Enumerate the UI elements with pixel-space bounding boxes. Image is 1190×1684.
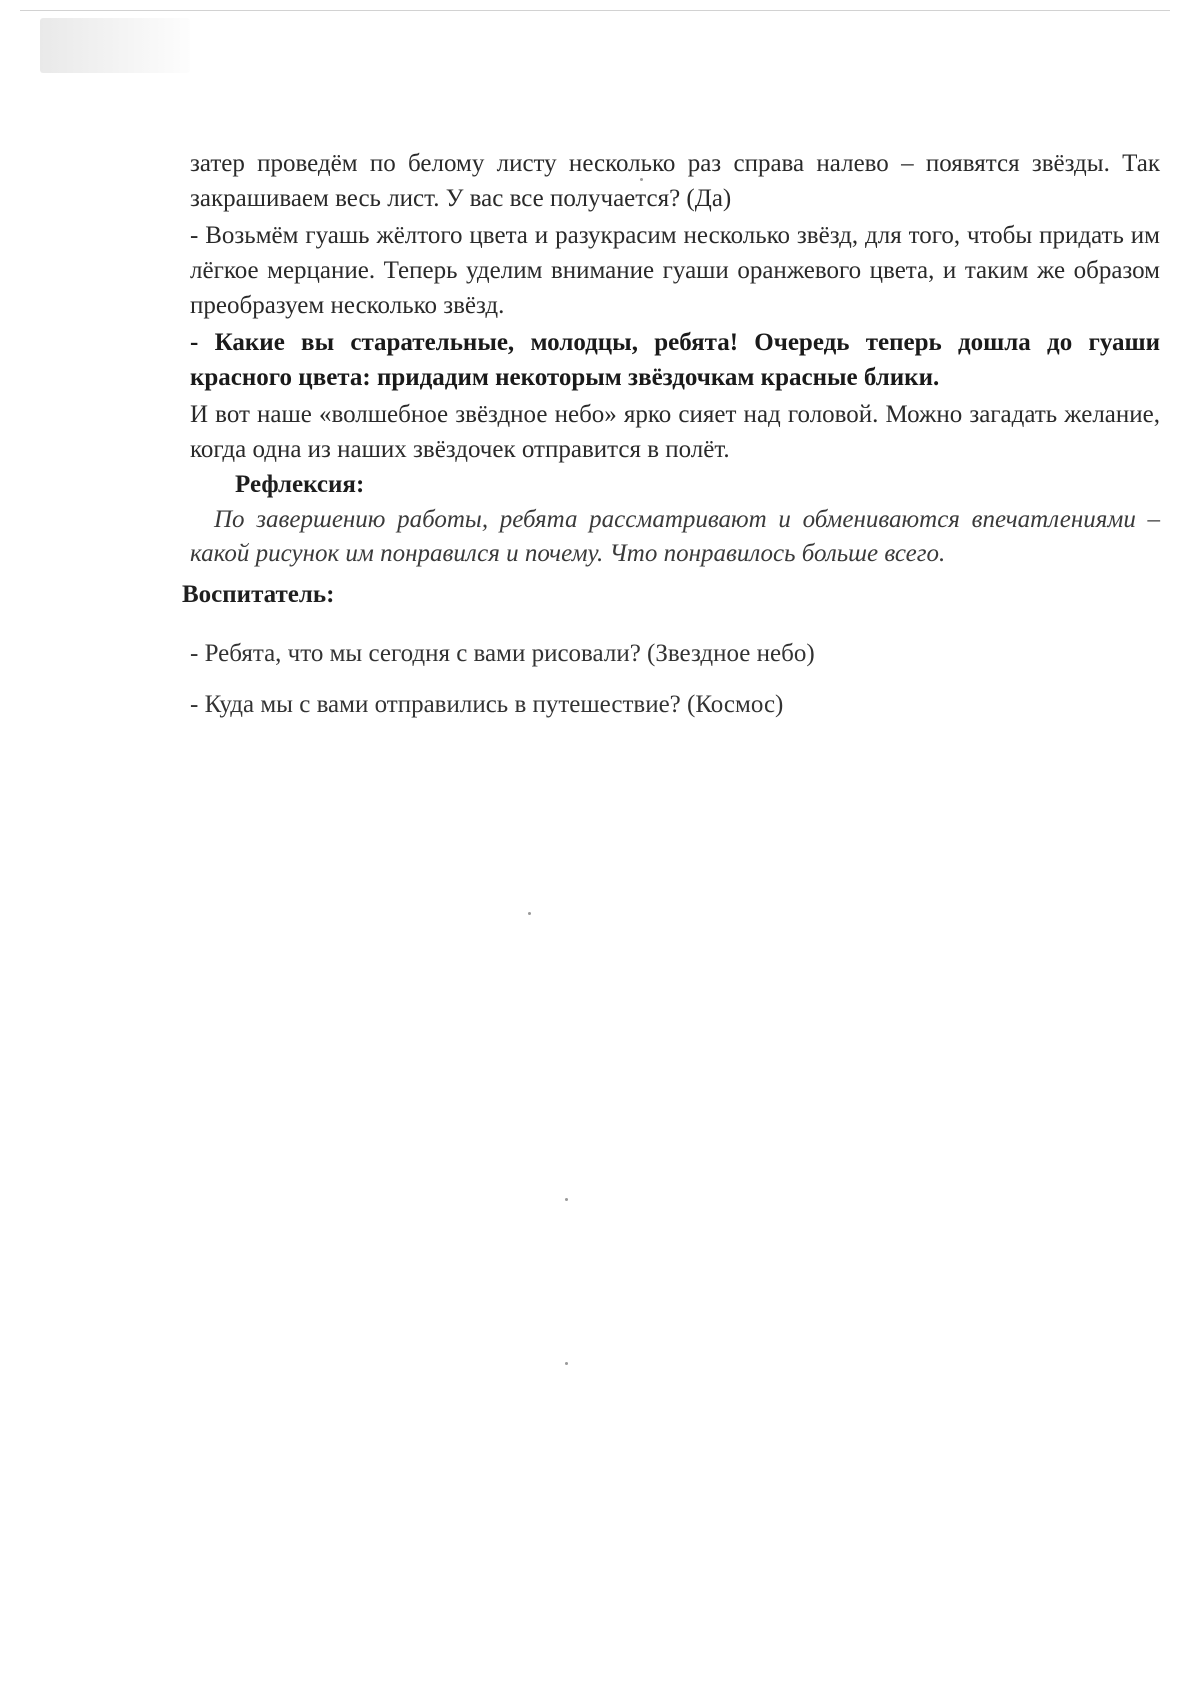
paragraph-stars-drawing: затер проведём по белому листу несколько раз справа налево – появятся звёзды. Так закрашиваем весь лист. У вас все получается? (Да) [190,150,1160,212]
scan-smudge [40,18,190,73]
document-body [182,146,1160,722]
question-item: - Ребята, что мы сегодня с вами рисовали? (Звездное небо) [190,640,815,667]
speaker-name: Воспитатель: [182,581,335,608]
scan-speck [528,912,531,915]
speaker-label [182,577,1160,612]
scan-speck [565,1198,568,1201]
paragraph-magic-sky: И вот наше «волшебное звёздное небо» ярко сияет над головой. Можно загадать желание, когда одна из наших звёздочек отправится в полёт. [190,401,1160,463]
scan-top-edge [20,10,1170,11]
question-item: - Куда мы с вами отправились в путешествие? (Космос) [190,691,784,718]
scan-speck [565,1362,568,1365]
reflection-text: По завершению работы, ребята рассматривают и обмениваются впечатлениями – какой рисунок им понравился и почему. Что понравилось больше всего. [190,506,1160,567]
paragraph-yellow-orange-gouache: - Возьмём гуашь жёлтого цвета и разукрасим несколько звёзд, для того, чтобы придать им лёгкое мерцание. Теперь уделим внимание гуаши оранжевого цвета, и таким же образом преобразуем несколько звёзд. [190,222,1160,319]
reflection-heading: Рефлексия: [235,471,365,498]
paragraph-red-gouache: - Какие вы старательные, молодцы, ребята! Очередь теперь дошла до гуаши красного цвета: придадим некоторым звёздочкам красные блики. [190,329,1160,391]
